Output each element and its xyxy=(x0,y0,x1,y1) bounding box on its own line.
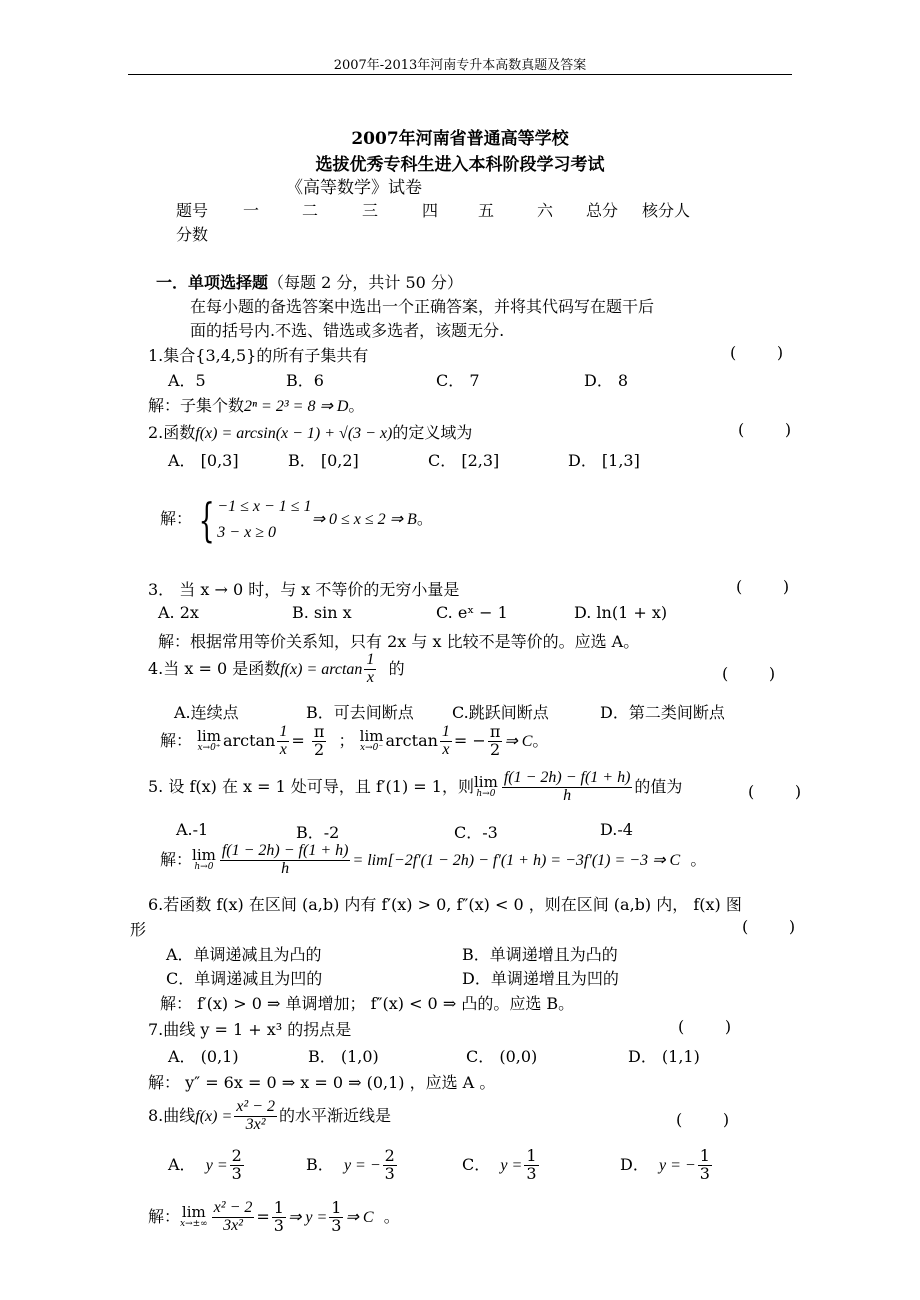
section-note: （每题 2 分，共计 50 分） xyxy=(268,273,463,292)
fraction xyxy=(272,1200,286,1235)
denominator: 3x² xyxy=(245,1115,266,1133)
fraction xyxy=(383,1148,397,1183)
numerator: 2 xyxy=(231,1146,242,1165)
running-header: 2007年-2013年河南专升本高数真题及答案 xyxy=(333,58,587,73)
answer-bracket[interactable]: ( ) xyxy=(738,420,792,439)
numerator: π xyxy=(489,722,501,741)
exam-title-line2: 选拔优秀专科生进入本科阶段学习考试 xyxy=(315,155,605,175)
question-text: 5. 设 f(x) 在 x = 1 处可导，且 f′(1) = 1，则 xyxy=(148,776,474,796)
answer-bracket[interactable]: ( ) xyxy=(742,917,796,936)
option-b: B．可去间断点 xyxy=(306,703,414,722)
brace-icon: { xyxy=(198,492,215,547)
solution-4 xyxy=(160,724,548,759)
option-c: C.跳跃间断点 xyxy=(452,703,549,722)
limit-word: lim xyxy=(359,727,384,746)
limit xyxy=(192,848,216,872)
option-d: D． [1,3] xyxy=(568,451,640,470)
solution-math: arctan xyxy=(385,730,438,750)
question-math: f(x) = xyxy=(195,1107,233,1125)
score-header-cell: 题号 xyxy=(176,201,209,220)
question-2-stem xyxy=(148,420,472,443)
denominator: h xyxy=(563,786,572,804)
option-b: B. sin x xyxy=(292,603,352,622)
option-label: A． xyxy=(168,1154,196,1174)
solution-1 xyxy=(148,393,364,416)
limit xyxy=(197,729,221,753)
denominator: 2 xyxy=(489,739,501,759)
fraction xyxy=(329,1200,343,1235)
option-math: y = xyxy=(500,1156,523,1174)
score-header-cell: 总分 xyxy=(586,201,619,220)
question-5-stem xyxy=(148,770,682,805)
solution-math: ⇒ C xyxy=(345,1208,374,1226)
numerator: 1 xyxy=(526,1146,537,1165)
inequality-line: 3 − x ≥ 0 xyxy=(217,523,276,541)
numerator: x² − 2 xyxy=(236,1098,275,1115)
denominator: h xyxy=(281,859,290,877)
answer-bracket[interactable]: ( ) xyxy=(736,577,790,596)
option-b: B．单调递增且为凸的 xyxy=(462,945,618,964)
numerator: f(1 − 2h) − f(1 + h) xyxy=(503,769,631,786)
solution-text: 解： xyxy=(160,849,193,869)
header-rule xyxy=(128,74,792,75)
option-d: D．第二类间断点 xyxy=(600,703,725,722)
fraction xyxy=(312,724,327,759)
solution-math: ⇒ C xyxy=(504,732,533,750)
limit-word: lim xyxy=(197,727,221,746)
denominator: 2 xyxy=(314,739,325,759)
answer-bracket[interactable]: ( ) xyxy=(722,664,776,683)
numerator: 1 xyxy=(331,1198,342,1217)
option-b: B． [0,2] xyxy=(288,451,359,470)
option-math: y = − xyxy=(343,1156,381,1174)
option-c xyxy=(462,1148,541,1183)
numerator: 1 xyxy=(699,1146,710,1165)
fraction xyxy=(364,652,376,687)
denominator: 3 xyxy=(231,1163,242,1183)
option-b: B．6 xyxy=(286,371,324,390)
denominator: 3x² xyxy=(223,1216,243,1234)
section-label: 一．单项选择题 xyxy=(156,273,269,292)
question-text: 4.当 x = 0 是函数 xyxy=(148,658,281,678)
answer-bracket[interactable]: ( ) xyxy=(678,1017,732,1036)
section-heading xyxy=(156,270,463,293)
solution-text: 解： xyxy=(160,730,193,750)
option-a: A. 2x xyxy=(158,603,199,622)
denominator: 3 xyxy=(384,1163,395,1183)
solution-math: ⇒ 0 ≤ x ≤ 2 ⇒ B xyxy=(311,511,417,529)
numerator: 1 xyxy=(366,651,375,668)
solution-6: 解： f′(x) > 0 ⇒ 单调增加； f″(x) < 0 ⇒ 凸的。应选 B。 xyxy=(160,994,575,1013)
answer-bracket[interactable]: ( ) xyxy=(676,1110,730,1129)
question-8-stem xyxy=(148,1099,391,1134)
question-text: 的定义域为 xyxy=(392,423,473,442)
limit xyxy=(474,775,498,799)
solution-math: = − xyxy=(453,730,486,750)
answer-bracket[interactable]: ( ) xyxy=(730,343,784,362)
solution-text: 。 xyxy=(416,509,433,529)
question-3-stem: 3． 当 x → 0 时，与 x 不等价的无穷小量是 xyxy=(148,580,460,599)
option-a: A．5 xyxy=(168,371,206,390)
limit-sub: h→0 xyxy=(194,862,214,873)
inequality-line: −1 ≤ x − 1 ≤ 1 xyxy=(217,498,312,515)
option-math: y = xyxy=(205,1156,228,1174)
fraction xyxy=(502,770,633,805)
score-header-cell: 六 xyxy=(537,201,554,220)
fraction xyxy=(234,1099,277,1134)
question-math: f(x) = arctan xyxy=(280,660,363,678)
option-b xyxy=(306,1148,399,1183)
limit-word: lim xyxy=(473,773,498,792)
denominator: 3 xyxy=(699,1163,710,1183)
score-row-label: 分数 xyxy=(176,225,209,244)
denominator: x xyxy=(442,740,450,758)
option-math: y = − xyxy=(659,1156,696,1174)
numerator: 1 xyxy=(273,1198,284,1217)
limit-word: lim xyxy=(181,1203,206,1222)
limit xyxy=(180,1205,208,1229)
option-label: C． xyxy=(462,1154,491,1174)
solution-text: 。 xyxy=(532,730,549,750)
solution-text: 。 xyxy=(690,849,707,869)
solution-text: 。 xyxy=(348,396,365,415)
option-d: D.-4 xyxy=(600,820,633,839)
option-a xyxy=(168,1148,246,1183)
fraction xyxy=(220,843,351,878)
solution-text: ； xyxy=(338,730,355,750)
solution-text: 解： xyxy=(148,1206,181,1226)
option-a: A．单调递减且为凸的 xyxy=(166,945,322,964)
question-4-stem xyxy=(148,652,405,687)
solution-5 xyxy=(160,843,706,878)
option-label: B． xyxy=(306,1154,334,1174)
question-text: 的 xyxy=(388,658,405,678)
option-c: C． [2,3] xyxy=(428,451,500,470)
solution-7: 解： y″ = 6x = 0 ⇒ x = 0 ⇒ (0,1) ，应选 A 。 xyxy=(148,1073,496,1092)
option-a: A.-1 xyxy=(176,820,209,839)
denominator: 3 xyxy=(331,1215,342,1235)
limit-sub: x→0⁺ xyxy=(197,743,221,754)
score-header-cell: 核分人 xyxy=(642,201,691,220)
question-math: {3,4,5} xyxy=(195,346,257,365)
question-text: 的水平渐近线是 xyxy=(278,1105,391,1125)
fraction xyxy=(698,1148,712,1183)
option-b: B． (1,0) xyxy=(308,1047,379,1066)
denominator: x xyxy=(279,740,287,758)
option-d: D． (1,1) xyxy=(628,1047,700,1066)
option-a: A． (0,1) xyxy=(168,1047,239,1066)
denominator: x xyxy=(366,668,374,686)
fraction xyxy=(277,724,289,759)
option-c: C． (0,0) xyxy=(466,1047,538,1066)
question-math: f(x) = arcsin(x − 1) + √(3 − x) xyxy=(195,425,393,442)
exam-title-line3: 《高等数学》试卷 xyxy=(286,178,422,198)
option-b: B．-2 xyxy=(296,823,340,842)
question-7-stem: 7.曲线 y = 1 + x³ 的拐点是 xyxy=(148,1020,352,1039)
question-text: 的所有子集共有 xyxy=(256,346,369,365)
score-header-cell: 五 xyxy=(478,201,495,220)
limit-sub: x→0⁻ xyxy=(360,743,384,754)
score-header-cell: 三 xyxy=(362,201,379,220)
solution-text: 。 xyxy=(383,1206,400,1226)
solution-text: 解：子集个数 xyxy=(148,396,245,415)
score-header-cell: 四 xyxy=(422,201,439,220)
numerator: π xyxy=(313,722,325,741)
option-d: D. ln(1 + x) xyxy=(574,603,668,622)
question-text: 的值为 xyxy=(634,776,683,796)
solution-math: 2ⁿ = 2³ = 8 ⇒ D xyxy=(244,398,349,415)
denominator: 3 xyxy=(526,1163,537,1183)
option-c: C． 7 xyxy=(436,371,480,390)
solution-math: = xyxy=(291,730,310,750)
limit-sub: h→0 xyxy=(476,789,496,800)
solution-math: = lim[−2f′(1 − 2h) − f′(1 + h) = −3f′(1) = −3 ⇒ C xyxy=(352,851,681,869)
question-text: 8.曲线 xyxy=(148,1105,196,1125)
numerator: f(1 − 2h) − f(1 + h) xyxy=(221,842,349,859)
limit-word: lim xyxy=(192,846,216,865)
fraction xyxy=(488,724,503,759)
solution-text: 解： xyxy=(160,509,193,529)
solution-math: ⇒ y = xyxy=(287,1208,328,1226)
limit-sub: x→±∞ xyxy=(180,1219,208,1230)
option-c: C. eˣ − 1 xyxy=(436,603,508,622)
section-instructions-2: 面的括号内.不选、错选或多选者，该题无分. xyxy=(190,321,505,340)
option-c: C．-3 xyxy=(454,823,498,842)
inequality-system xyxy=(217,494,311,545)
score-header-cell: 一 xyxy=(243,201,260,220)
limit xyxy=(360,729,384,753)
solution-math: = xyxy=(256,1206,270,1226)
solution-math: arctan xyxy=(222,730,276,750)
question-text: 2.函数 xyxy=(148,423,196,442)
option-c: C．单调递减且为凹的 xyxy=(166,969,323,988)
numerator: 2 xyxy=(384,1146,395,1165)
question-6-stem: 6.若函数 f(x) 在区间 (a,b) 内有 f′(x) > 0, f″(x) < 0 ，则在区间 (a,b) 内， f(x) 图 xyxy=(148,895,742,914)
option-d xyxy=(620,1148,714,1183)
option-d: D．单调递增且为凹的 xyxy=(462,969,619,988)
question-text: 1.集合 xyxy=(148,346,196,365)
solution-3: 解：根据常用等价关系知，只有 2x 与 x 比较不是等价的。应选 A。 xyxy=(158,632,640,651)
option-d: D． 8 xyxy=(584,371,629,390)
numerator: 1 xyxy=(279,723,288,740)
numerator: 1 xyxy=(441,723,450,740)
score-header-cell: 二 xyxy=(302,201,319,220)
option-label: D． xyxy=(620,1154,649,1174)
question-1-stem xyxy=(148,343,368,366)
section-instructions-1: 在每小题的备选答案中选出一个正确答案，并将其代码写在题干后 xyxy=(190,297,655,316)
fraction xyxy=(524,1148,538,1183)
fraction xyxy=(230,1148,244,1183)
solution-2 xyxy=(160,494,433,545)
option-a: A． [0,3] xyxy=(168,451,239,470)
denominator: 3 xyxy=(273,1215,284,1235)
fraction xyxy=(440,724,452,759)
numerator: x² − 2 xyxy=(213,1199,253,1216)
option-a: A.连续点 xyxy=(174,703,239,722)
solution-8 xyxy=(148,1200,400,1235)
question-6-stem-cont: 形 xyxy=(130,920,147,939)
answer-bracket[interactable]: ( ) xyxy=(748,782,802,801)
fraction xyxy=(212,1200,255,1235)
exam-title-line1: 2007年河南省普通高等学校 xyxy=(351,129,569,149)
